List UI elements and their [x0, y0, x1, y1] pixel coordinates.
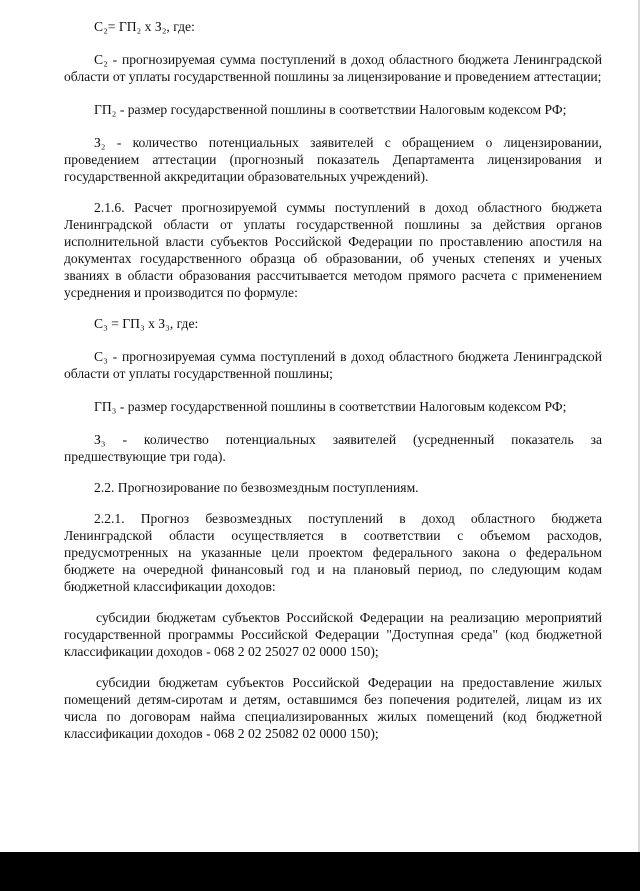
definition-z2: З₂ - количество потенциальных заявителей с обращением о лицензировании, проведением аттестации (прогнозный показатель Департамента лицензирования и государственной аккредитации образовательных учреждений). [64, 135, 602, 184]
subsidy-orphan-housing: субсидии бюджетам субъектов Российской Федерации на предоставление жилых помещений детям-сиротам и детям, оставшимся без попечения родителей, лицам из их числа по договорам найма специализированных жилых помещений (код бюджетной классификации доходов - 068 2 02 25082 02 0000 150); [64, 675, 602, 741]
formula-c3: С₃ = ГП₃ х З₃, где: [94, 316, 199, 331]
section-2-2: 2.2. Прогнозирование по безвозмездным поступлениям. [94, 480, 419, 495]
section-2-1-6: 2.1.6. Расчет прогнозируемой суммы поступлений в доход областного бюджета Ленинградской области от уплаты государственной пошлины за действия органов исполнительной власти субъектов Российской Федерации по проставлению апостиля на документах государственного образца об образовании, об ученых степенях и ученых званиях в области образования рассчитывается методом прямого расчета с применением усреднения и производится по формуле: [64, 200, 602, 300]
definition-z3: З₃ - количество потенциальных заявителей (усредненный показатель за предшествующие три года). [64, 432, 602, 464]
document-page [64, 18, 602, 756]
subsidy-accessible-environment: субсидии бюджетам субъектов Российской Федерации на реализацию мероприятий государственной программы Российской Федерации "Доступная среда" (код бюджетной классификации доходов - 068 2 02 25027 02 0000 150); [64, 610, 602, 659]
definition-c2: С₂ - прогнозируемая сумма поступлений в доход областного бюджета Ленинградской области от уплаты государственной пошлины за лицензирование и проведением аттестации; [64, 52, 602, 84]
definition-c3: С₃ - прогнозируемая сумма поступлений в доход областного бюджета Ленинградской области от уплаты государственной пошлины; [64, 349, 602, 381]
section-2-2-1: 2.2.1. Прогноз безвозмездных поступлений в доход областного бюджета Ленинградской области осуществляется в соответствии с объемом расходов, предусмотренных на указанные цели проектом федерального закона о федеральном бюджете на очередной финансовый год и на плановый период, по следующим кодам бюджетной классификации доходов: [64, 511, 602, 594]
formula-c2: С₂= ГП₂ х З₂, где: [94, 19, 195, 34]
definition-gp3: ГП₃ - размер государственной пошлины в соответствии Налоговым кодексом РФ; [94, 399, 567, 414]
scan-bottom-border [0, 852, 640, 891]
definition-gp2: ГП₂ - размер государственной пошлины в соответствии Налоговым кодексом РФ; [94, 102, 567, 117]
